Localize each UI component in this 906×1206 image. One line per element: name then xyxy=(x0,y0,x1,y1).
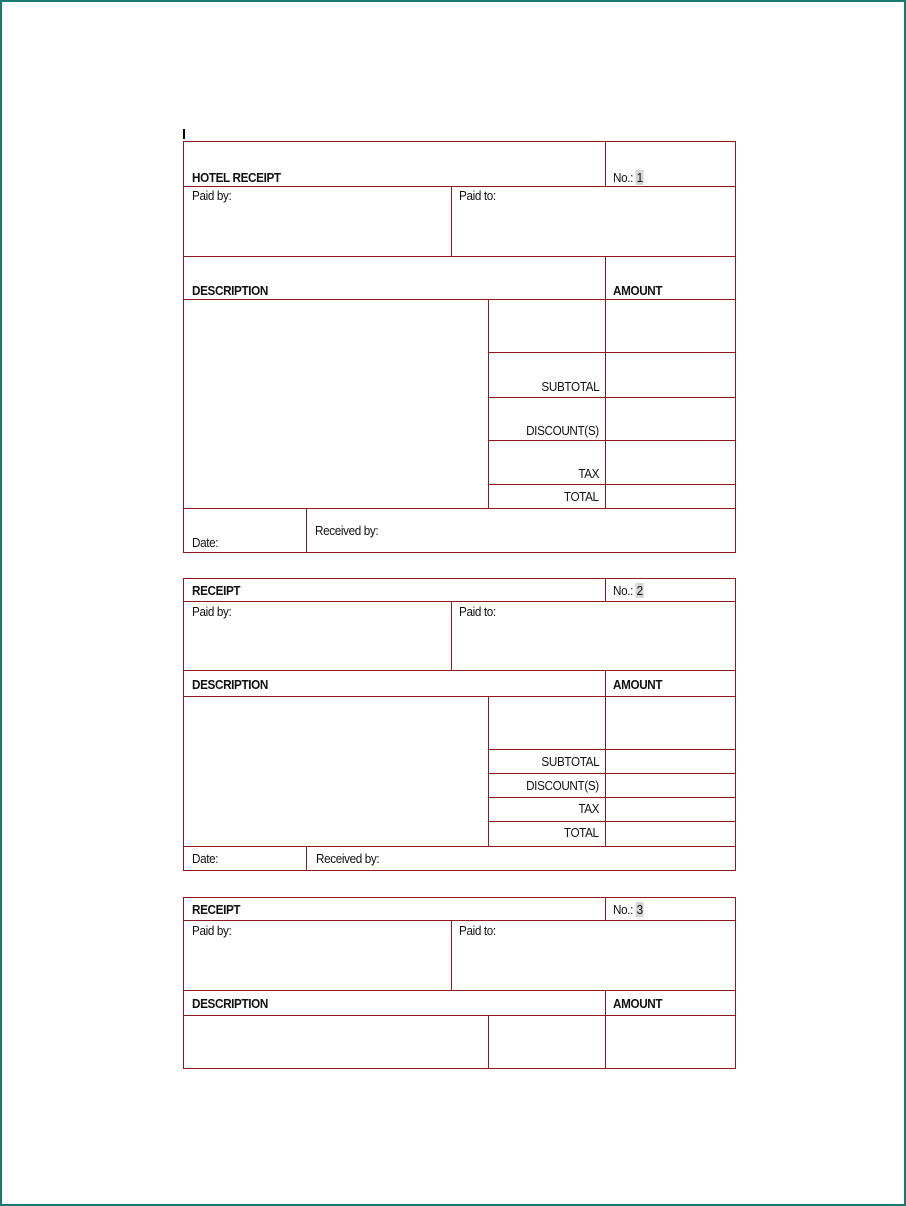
receipt-number xyxy=(613,902,644,917)
receipt-number xyxy=(613,583,644,598)
receipt-number-label: No.: xyxy=(613,583,634,598)
date-label: Date: xyxy=(192,851,219,866)
paid-by-label: Paid by: xyxy=(192,188,232,203)
receipt-number-label: No.: xyxy=(613,902,634,917)
receipt-title: HOTEL RECEIPT xyxy=(192,170,281,185)
receipt-2 xyxy=(183,578,736,871)
tax-label: TAX xyxy=(578,466,599,481)
description-header: DESCRIPTION xyxy=(192,677,269,692)
receipt-number-label: No.: xyxy=(613,170,634,185)
receipt-number-value[interactable]: 2 xyxy=(636,583,643,598)
receipt-number-value[interactable]: 1 xyxy=(636,170,643,185)
subtotal-label: SUBTOTAL xyxy=(541,754,599,769)
receipt-1 xyxy=(183,141,736,553)
receipt-3 xyxy=(183,897,736,1069)
receipt-number xyxy=(613,170,644,185)
paid-to-label: Paid to: xyxy=(459,188,496,203)
discounts-label: DISCOUNT(S) xyxy=(526,778,599,793)
paid-to-label: Paid to: xyxy=(459,604,496,619)
received-by-label: Received by: xyxy=(315,523,379,538)
tax-label: TAX xyxy=(578,801,599,816)
discounts-label: DISCOUNT(S) xyxy=(526,423,599,438)
receipt-title: RECEIPT xyxy=(192,902,241,917)
paid-by-label: Paid by: xyxy=(192,604,232,619)
amount-header: AMOUNT xyxy=(613,283,663,298)
receipt-title: RECEIPT xyxy=(192,583,241,598)
amount-header: AMOUNT xyxy=(613,996,663,1011)
paid-by-label: Paid by: xyxy=(192,923,232,938)
text-cursor xyxy=(183,129,185,139)
subtotal-label: SUBTOTAL xyxy=(541,379,599,394)
amount-header: AMOUNT xyxy=(613,677,663,692)
date-label: Date: xyxy=(192,535,219,550)
total-label: TOTAL xyxy=(564,489,599,504)
description-header: DESCRIPTION xyxy=(192,996,269,1011)
description-header: DESCRIPTION xyxy=(192,283,269,298)
total-label: TOTAL xyxy=(564,825,599,840)
received-by-label: Received by: xyxy=(316,851,380,866)
paid-to-label: Paid to: xyxy=(459,923,496,938)
receipt-number-value[interactable]: 3 xyxy=(636,902,643,917)
